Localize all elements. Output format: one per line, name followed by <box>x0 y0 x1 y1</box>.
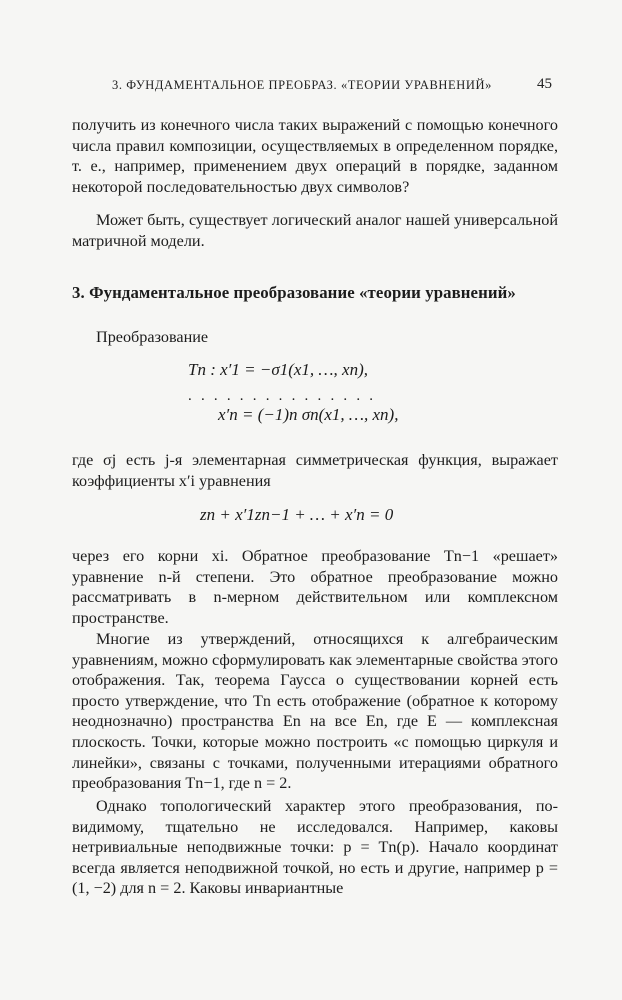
paragraph-4: где σj есть j-я элементарная симметрическая функция, выражает коэффициенты x′i уравнения <box>72 451 558 490</box>
formula-equation: zn + x′1zn−1 + … + x′n = 0 <box>200 505 394 524</box>
running-title: 3. ФУНДАМЕНТАЛЬНОЕ ПРЕОБРАЗ. «ТЕОРИИ УРАВНЕНИЙ» <box>112 78 492 92</box>
paragraph-2: Может быть, существует логический аналог нашей универсальной матричной модели. <box>72 211 558 250</box>
paragraph-5: через его корни xi. Обратное преобразование Tn−1 «решает» уравнение n-й степени. Это обратное преобразование можно рассматривать в n-мерном действительном или комплексном пространстве. <box>72 547 558 627</box>
paragraph-1: получить из конечного числа таких выражений с помощью конечного числа правил композиции, осуществляемых в определенном порядке, т. е., например, применением двух операций в порядке, заданном некоторой последовательностью двух символов? <box>72 116 558 196</box>
formula-line-2: x′n = (−1)n σn(x1, …, xn), <box>218 405 399 424</box>
section-heading: 3. Фундаментальное преобразование «теории уравнений» <box>72 283 516 302</box>
paragraph-6: Многие из утверждений, относящихся к алгебраическим уравнениям, можно сформулировать как элементарные свойства этого отображения. Так, теорема Гаусса о существовании корней есть просто утверждение, что Tn есть отображение (обратное к которому неоднозначно) пространства En на все En, где E — комплексная плоскость. Точки, которые можно построить «с помощью циркуля и линейки», связаны с точками, полученными итерациями обратного преобразования Tn−1, где n = 2. <box>72 630 558 793</box>
formula-ellipsis-row: ............... <box>188 388 383 404</box>
page-number: 45 <box>537 76 552 92</box>
running-header <box>112 78 552 93</box>
formula-line-1: Tn : x′1 = −σ1(x1, …, xn), <box>188 360 368 379</box>
paragraph-7: Однако топологический характер этого преобразования, по-видимому, тщательно не исследовался. Например, каковы нетривиальные неподвижные точки: p = Tn(p). Начало координат всегда является неподвижной точкой, но есть и другие, например p = (1, −2) для n = 2. Каковы инвариантные <box>72 797 558 898</box>
paragraph-3: Преобразование <box>96 328 209 346</box>
